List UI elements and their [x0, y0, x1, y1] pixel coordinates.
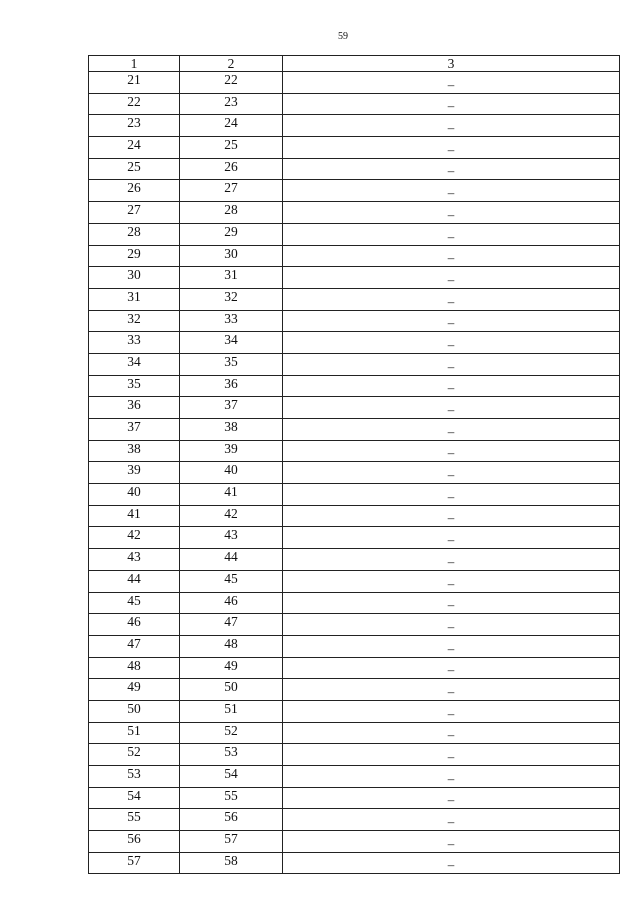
table-row	[89, 288, 620, 310]
table-cell-col-1: 50	[89, 700, 180, 722]
table-cell-col-1: 42	[89, 527, 180, 549]
table-cell-col-1: 40	[89, 484, 180, 506]
table-row	[89, 722, 620, 744]
table-cell-col-3: –	[283, 484, 620, 506]
table-cell-col-2: 37	[180, 397, 283, 419]
table-cell-col-1: 29	[89, 245, 180, 267]
table-cell-col-1: 56	[89, 831, 180, 853]
table-cell-col-2: 57	[180, 831, 283, 853]
table-cell-col-1: 37	[89, 419, 180, 441]
table-row	[89, 484, 620, 506]
table-cell-col-2: 45	[180, 570, 283, 592]
table-row	[89, 766, 620, 788]
table-cell-col-2: 40	[180, 462, 283, 484]
table-body	[89, 72, 620, 874]
table-cell-col-3: –	[283, 180, 620, 202]
table-cell-col-2: 43	[180, 527, 283, 549]
table-cell-col-3: –	[283, 202, 620, 224]
table-cell-col-1: 45	[89, 592, 180, 614]
table-row	[89, 744, 620, 766]
table-cell-col-2: 44	[180, 549, 283, 571]
table-cell-col-3: –	[283, 787, 620, 809]
table-cell-col-1: 44	[89, 570, 180, 592]
table-cell-col-3: –	[283, 245, 620, 267]
table-cell-col-2: 34	[180, 332, 283, 354]
table-row	[89, 158, 620, 180]
table-cell-col-1: 41	[89, 505, 180, 527]
table-row	[89, 332, 620, 354]
table-cell-col-1: 52	[89, 744, 180, 766]
table-cell-col-3: –	[283, 419, 620, 441]
table-row	[89, 419, 620, 441]
page-number: 59	[338, 31, 348, 42]
table-cell-col-2: 22	[180, 72, 283, 94]
table-cell-col-2: 49	[180, 657, 283, 679]
table-row	[89, 700, 620, 722]
table-cell-col-2: 47	[180, 614, 283, 636]
table-header-row	[89, 56, 620, 72]
table-cell-col-2: 46	[180, 592, 283, 614]
table-cell-col-3: –	[283, 700, 620, 722]
table-cell-col-3: –	[283, 267, 620, 289]
table-cell-col-1: 22	[89, 93, 180, 115]
table-cell-col-2: 24	[180, 115, 283, 137]
table-row	[89, 635, 620, 657]
table-row	[89, 852, 620, 874]
table-row	[89, 375, 620, 397]
table-cell-col-2: 33	[180, 310, 283, 332]
table-cell-col-3: –	[283, 831, 620, 853]
table-row	[89, 93, 620, 115]
table-cell-col-2: 36	[180, 375, 283, 397]
table-row	[89, 72, 620, 94]
table-cell-col-3: –	[283, 722, 620, 744]
table-cell-col-1: 48	[89, 657, 180, 679]
table-row	[89, 397, 620, 419]
table-cell-col-3: –	[283, 527, 620, 549]
table-cell-col-1: 31	[89, 288, 180, 310]
table-cell-col-2: 53	[180, 744, 283, 766]
table-cell-col-2: 25	[180, 137, 283, 159]
table-cell-col-3: –	[283, 679, 620, 701]
table-cell-col-3: –	[283, 115, 620, 137]
table-cell-col-2: 28	[180, 202, 283, 224]
table-cell-col-2: 48	[180, 635, 283, 657]
table-cell-col-3: –	[283, 809, 620, 831]
table-cell-col-3: –	[283, 614, 620, 636]
table-cell-col-1: 46	[89, 614, 180, 636]
table-row	[89, 267, 620, 289]
table-row	[89, 527, 620, 549]
table-row	[89, 245, 620, 267]
column-header-2: 2	[180, 56, 283, 72]
table-cell-col-1: 35	[89, 375, 180, 397]
table-cell-col-1: 38	[89, 440, 180, 462]
table-cell-col-3: –	[283, 635, 620, 657]
table-cell-col-3: –	[283, 375, 620, 397]
table-cell-col-3: –	[283, 310, 620, 332]
table-cell-col-2: 27	[180, 180, 283, 202]
table-cell-col-3: –	[283, 657, 620, 679]
table-cell-col-3: –	[283, 93, 620, 115]
table-cell-col-2: 23	[180, 93, 283, 115]
table-cell-col-1: 33	[89, 332, 180, 354]
table-cell-col-1: 43	[89, 549, 180, 571]
table-cell-col-3: –	[283, 744, 620, 766]
table-cell-col-2: 32	[180, 288, 283, 310]
table-row	[89, 440, 620, 462]
table-row	[89, 223, 620, 245]
table-row	[89, 679, 620, 701]
table-cell-col-3: –	[283, 570, 620, 592]
table-row	[89, 549, 620, 571]
table-header	[89, 56, 620, 72]
table-cell-col-3: –	[283, 353, 620, 375]
table-cell-col-2: 39	[180, 440, 283, 462]
table-row	[89, 137, 620, 159]
table-cell-col-1: 51	[89, 722, 180, 744]
table-row	[89, 614, 620, 636]
table-cell-col-3: –	[283, 397, 620, 419]
table-cell-col-2: 42	[180, 505, 283, 527]
table-cell-col-1: 34	[89, 353, 180, 375]
data-table	[88, 55, 620, 874]
table-row	[89, 310, 620, 332]
table-row	[89, 180, 620, 202]
table-row	[89, 115, 620, 137]
table-cell-col-2: 51	[180, 700, 283, 722]
table-row	[89, 462, 620, 484]
table-cell-col-3: –	[283, 223, 620, 245]
table-cell-col-1: 25	[89, 158, 180, 180]
table-cell-col-3: –	[283, 549, 620, 571]
table-row	[89, 202, 620, 224]
table-cell-col-1: 32	[89, 310, 180, 332]
table-cell-col-3: –	[283, 158, 620, 180]
table-row	[89, 353, 620, 375]
table-cell-col-1: 30	[89, 267, 180, 289]
table-cell-col-3: –	[283, 288, 620, 310]
table-cell-col-1: 21	[89, 72, 180, 94]
table-cell-col-3: –	[283, 137, 620, 159]
table-row	[89, 570, 620, 592]
table-cell-col-1: 23	[89, 115, 180, 137]
table-row	[89, 505, 620, 527]
table-cell-col-3: –	[283, 505, 620, 527]
table-cell-col-1: 54	[89, 787, 180, 809]
table-cell-col-3: –	[283, 462, 620, 484]
table-cell-col-3: –	[283, 440, 620, 462]
table-cell-col-2: 26	[180, 158, 283, 180]
table-cell-col-1: 47	[89, 635, 180, 657]
table-cell-col-2: 55	[180, 787, 283, 809]
table-cell-col-2: 52	[180, 722, 283, 744]
table-cell-col-1: 53	[89, 766, 180, 788]
table-cell-col-3: –	[283, 592, 620, 614]
table-row	[89, 592, 620, 614]
table-row	[89, 657, 620, 679]
table-cell-col-1: 27	[89, 202, 180, 224]
table-cell-col-1: 36	[89, 397, 180, 419]
table-row	[89, 787, 620, 809]
table-row	[89, 831, 620, 853]
table-cell-col-3: –	[283, 72, 620, 94]
table-cell-col-2: 56	[180, 809, 283, 831]
table-cell-col-2: 30	[180, 245, 283, 267]
table-cell-col-3: –	[283, 852, 620, 874]
table-cell-col-1: 55	[89, 809, 180, 831]
table-cell-col-1: 57	[89, 852, 180, 874]
table-cell-col-1: 28	[89, 223, 180, 245]
table-cell-col-2: 54	[180, 766, 283, 788]
table-cell-col-2: 50	[180, 679, 283, 701]
table-cell-col-3: –	[283, 766, 620, 788]
table-cell-col-2: 31	[180, 267, 283, 289]
table-cell-col-2: 41	[180, 484, 283, 506]
table-cell-col-2: 58	[180, 852, 283, 874]
table-cell-col-2: 35	[180, 353, 283, 375]
column-header-1: 1	[89, 56, 180, 72]
table-cell-col-1: 24	[89, 137, 180, 159]
table-cell-col-2: 38	[180, 419, 283, 441]
column-header-3: 3	[283, 56, 620, 72]
table-cell-col-1: 39	[89, 462, 180, 484]
table-cell-col-3: –	[283, 332, 620, 354]
table-cell-col-1: 49	[89, 679, 180, 701]
table-cell-col-2: 29	[180, 223, 283, 245]
table-cell-col-1: 26	[89, 180, 180, 202]
table-row	[89, 809, 620, 831]
